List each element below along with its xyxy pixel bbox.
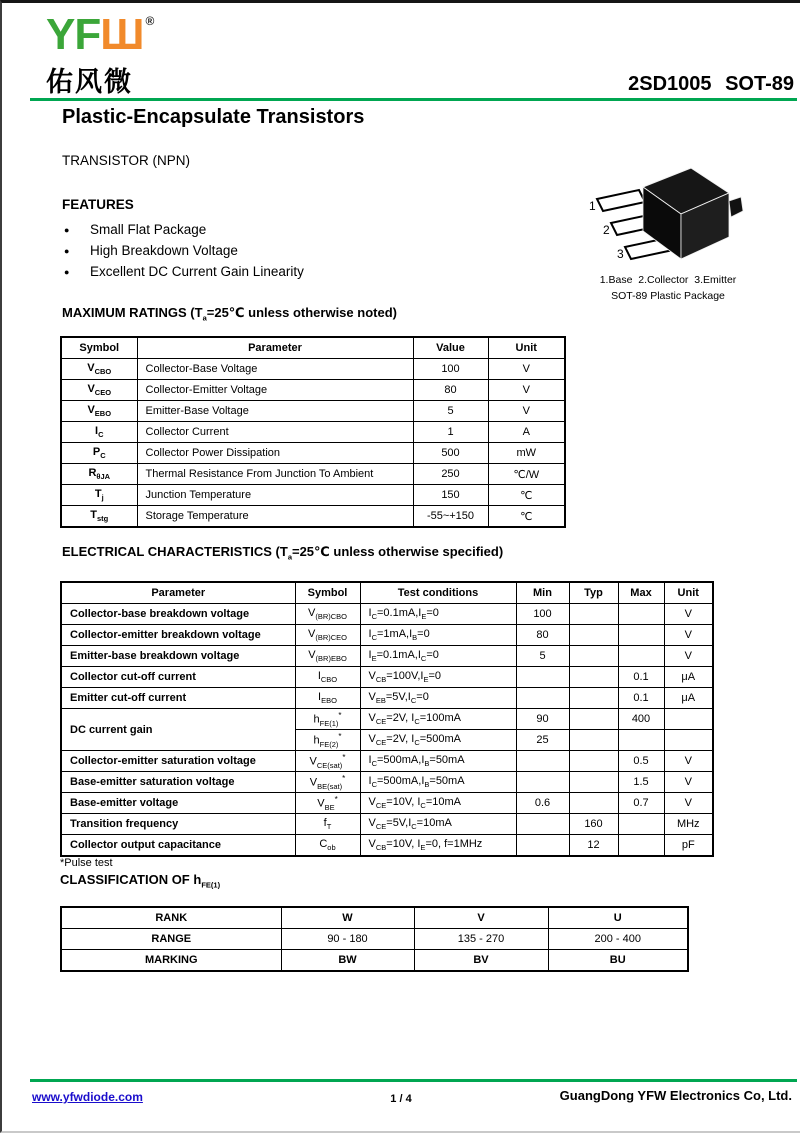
bullet-icon: ●	[64, 245, 70, 256]
cell-symbol: $I_{EBO}$	[295, 688, 360, 709]
cell-unit	[664, 709, 713, 730]
list-item	[64, 219, 304, 240]
package-code-text: SOT-89	[725, 73, 794, 95]
cell-min: 100	[516, 604, 569, 625]
cell-typ	[569, 688, 618, 709]
cell-value: 500	[413, 443, 488, 464]
table-row	[61, 814, 713, 835]
cell-symbol: $C_{ob}$	[295, 835, 360, 857]
cell-typ	[569, 604, 618, 625]
cell-value: 80	[413, 380, 488, 401]
cell-conditions: $I_C=500mA,I_B=50mA$	[360, 751, 516, 772]
cell-max	[618, 814, 664, 835]
package-name-caption: SOT-89 Plastic Package	[611, 290, 725, 303]
table-row	[61, 401, 565, 422]
cell-parameter: Storage Temperature	[137, 506, 413, 528]
cell-parameter: Collector-Emitter Voltage	[137, 380, 413, 401]
column-header: Symbol	[295, 582, 360, 604]
cell-min	[516, 751, 569, 772]
cell-label: RANGE	[61, 929, 281, 950]
cell-unit: V	[664, 646, 713, 667]
table-header-row	[61, 582, 713, 604]
cell-min: 5	[516, 646, 569, 667]
table-row	[61, 751, 713, 772]
cell-symbol: $h_{FE(1)}^*$	[295, 709, 360, 730]
column-header: Parameter	[61, 582, 295, 604]
cell-symbol: $I_{CBO}$	[295, 667, 360, 688]
cell-conditions: $V_{CE}=2V$, $I_C=100mA$	[360, 709, 516, 730]
cell-conditions: $I_C=1mA,I_B=0$	[360, 625, 516, 646]
cell-conditions: $V_{CE}=10V$, $I_C=10mA$	[360, 793, 516, 814]
cell-max	[618, 625, 664, 646]
cell-label: RANK	[61, 907, 281, 929]
cell-unit: mW	[488, 443, 565, 464]
logo-text-green: YF	[46, 10, 101, 59]
cell-parameter: Transition frequency	[61, 814, 295, 835]
cell-range: 200 - 400	[548, 929, 688, 950]
table-row	[61, 667, 713, 688]
cell-typ	[569, 625, 618, 646]
cell-unit: V	[488, 401, 565, 422]
bullet-icon: ●	[64, 266, 70, 277]
cell-min: 0.6	[516, 793, 569, 814]
cell-conditions: $V_{CE}=5V,I_C=10mA$	[360, 814, 516, 835]
classification-heading: CLASSIFICATION OF $h_{FE(1)}$	[60, 872, 221, 890]
cell-min: 80	[516, 625, 569, 646]
cell-symbol: $V_{CE(sat)}^*$	[295, 751, 360, 772]
cell-conditions: $V_{CB}=100V,I_E=0$	[360, 667, 516, 688]
cell-max: 400	[618, 709, 664, 730]
column-header: Min	[516, 582, 569, 604]
cell-conditions: $V_{EB}=5V,I_C=0$	[360, 688, 516, 709]
cell-parameter: Base-emitter voltage	[61, 793, 295, 814]
cell-unit: V	[488, 380, 565, 401]
cell-typ	[569, 793, 618, 814]
cell-symbol: $V_{CEO}$	[61, 380, 137, 401]
page-number: 1 / 4	[390, 1093, 412, 1105]
registered-trademark-icon: ®	[145, 14, 155, 28]
cell-min	[516, 814, 569, 835]
table-row	[61, 443, 565, 464]
column-header: Symbol	[61, 337, 137, 359]
cell-typ	[569, 667, 618, 688]
list-item	[64, 240, 304, 261]
transistor-type-label: TRANSISTOR (NPN)	[62, 153, 191, 168]
electrical-heading: ELECTRICAL CHARACTERISTICS ($T_a=25℃$ unless otherwise specified)	[62, 544, 504, 562]
cell-max: 0.5	[618, 751, 664, 772]
column-header: Unit	[664, 582, 713, 604]
cell-min	[516, 667, 569, 688]
table-row	[61, 380, 565, 401]
footer-divider	[30, 1079, 797, 1082]
table-row	[61, 625, 713, 646]
logo-text-orange: Ш	[100, 10, 144, 59]
cell-min	[516, 772, 569, 793]
cell-rank: W	[281, 907, 414, 929]
part-number-text: 2SD1005	[628, 73, 712, 95]
table-row	[61, 485, 565, 506]
table-row	[61, 835, 713, 857]
cell-parameter: Collector-Base Voltage	[137, 359, 413, 380]
cell-max: 0.7	[618, 793, 664, 814]
cell-symbol: $V_{BE}^*$	[295, 793, 360, 814]
cell-conditions: $I_E=0.1mA,I_C=0$	[360, 646, 516, 667]
table-row	[61, 907, 688, 929]
cell-unit: V	[488, 359, 565, 380]
column-header: Max	[618, 582, 664, 604]
cell-value: 1	[413, 422, 488, 443]
cell-typ	[569, 730, 618, 751]
features-heading: FEATURES	[62, 197, 134, 212]
column-header: Parameter	[137, 337, 413, 359]
cell-rank: U	[548, 907, 688, 929]
cell-marking: BW	[281, 950, 414, 972]
cell-unit: ℃	[488, 506, 565, 528]
company-logo	[46, 10, 155, 59]
cell-parameter: Base-emitter saturation voltage	[61, 772, 295, 793]
cell-symbol: $V_{CBO}$	[61, 359, 137, 380]
cell-symbol: $V_{(BR)CBO}$	[295, 604, 360, 625]
cell-min	[516, 835, 569, 857]
feature-text: Small Flat Package	[90, 222, 207, 237]
cell-unit	[664, 730, 713, 751]
cell-unit: ℃	[488, 485, 565, 506]
pin-label-2: 2	[603, 223, 610, 237]
cell-symbol: $f_T$	[295, 814, 360, 835]
feature-text: Excellent DC Current Gain Linearity	[90, 264, 304, 279]
cell-symbol: $P_C$	[61, 443, 137, 464]
cell-parameter: Collector cut-off current	[61, 667, 295, 688]
cell-max: 0.1	[618, 667, 664, 688]
cell-parameter: DC current gain	[61, 709, 295, 751]
cell-symbol: $V_{(BR)EBO}$	[295, 646, 360, 667]
cell-parameter: Emitter-Base Voltage	[137, 401, 413, 422]
cell-typ	[569, 709, 618, 730]
cell-parameter: Emitter cut-off current	[61, 688, 295, 709]
table-row	[61, 950, 688, 972]
cell-unit: V	[664, 793, 713, 814]
cell-range: 135 - 270	[414, 929, 548, 950]
company-name: GuangDong YFW Electronics Co, Ltd.	[559, 1088, 792, 1103]
cell-min: 90	[516, 709, 569, 730]
cell-min: 25	[516, 730, 569, 751]
table-row	[61, 646, 713, 667]
cell-symbol: $R_{\theta JA}$	[61, 464, 137, 485]
cell-parameter: Junction Temperature	[137, 485, 413, 506]
cell-value: 100	[413, 359, 488, 380]
table-row	[61, 688, 713, 709]
cell-max: 0.1	[618, 688, 664, 709]
cell-label: MARKING	[61, 950, 281, 972]
cell-typ: 12	[569, 835, 618, 857]
cell-unit: μA	[664, 667, 713, 688]
sot89-package-drawing	[587, 159, 749, 267]
cell-unit: pF	[664, 835, 713, 857]
cell-symbol: $T_{stg}$	[61, 506, 137, 528]
cell-typ: 160	[569, 814, 618, 835]
cell-parameter: Collector Current	[137, 422, 413, 443]
collector-tab	[729, 197, 743, 217]
header-divider	[30, 98, 797, 101]
features-list	[64, 219, 304, 282]
cell-parameter: Collector-emitter saturation voltage	[61, 751, 295, 772]
cell-value: 5	[413, 401, 488, 422]
table-row	[61, 604, 713, 625]
cell-unit: V	[664, 751, 713, 772]
part-number	[628, 73, 794, 96]
cell-parameter: Collector-base breakdown voltage	[61, 604, 295, 625]
page-title: Plastic-Encapsulate Transistors	[62, 106, 365, 128]
cell-max	[618, 835, 664, 857]
feature-text: High Breakdown Voltage	[90, 243, 238, 258]
cell-parameter: Collector Power Dissipation	[137, 443, 413, 464]
cell-parameter: Collector-emitter breakdown voltage	[61, 625, 295, 646]
cell-symbol: $h_{FE(2)}^*$	[295, 730, 360, 751]
cell-typ	[569, 772, 618, 793]
classification-table	[60, 906, 689, 972]
table-row	[61, 506, 565, 528]
cell-unit: μA	[664, 688, 713, 709]
max-ratings-table	[60, 336, 566, 528]
column-header: Value	[413, 337, 488, 359]
pulse-test-footnote: *Pulse test	[60, 857, 113, 869]
cell-value: -55~+150	[413, 506, 488, 528]
electrical-table	[60, 581, 714, 857]
cell-rank: V	[414, 907, 548, 929]
cell-unit: MHz	[664, 814, 713, 835]
table-row	[61, 359, 565, 380]
cell-marking: BV	[414, 950, 548, 972]
cell-parameter: Thermal Resistance From Junction To Ambient	[137, 464, 413, 485]
table-row	[61, 709, 713, 730]
pin-label-3: 3	[617, 247, 624, 261]
cell-conditions: $I_C=500mA,I_B=50mA$	[360, 772, 516, 793]
cell-max	[618, 646, 664, 667]
table-row	[61, 793, 713, 814]
cell-value: 250	[413, 464, 488, 485]
cell-max: 1.5	[618, 772, 664, 793]
cell-unit: V	[664, 772, 713, 793]
cell-parameter: Collector output capacitance	[61, 835, 295, 857]
website-link[interactable]: www.yfwdiode.com	[32, 1090, 143, 1104]
column-header: Unit	[488, 337, 565, 359]
cell-parameter: Emitter-base breakdown voltage	[61, 646, 295, 667]
cell-unit: A	[488, 422, 565, 443]
cell-symbol: $V_{EBO}$	[61, 401, 137, 422]
cell-marking: BU	[548, 950, 688, 972]
pin-assignment-caption: 1.Base 2.Collector 3.Emitter	[599, 274, 737, 286]
cell-typ	[569, 751, 618, 772]
pin-label-1: 1	[589, 199, 596, 213]
list-item	[64, 261, 304, 282]
table-row	[61, 464, 565, 485]
cell-value: 150	[413, 485, 488, 506]
table-row	[61, 772, 713, 793]
cell-symbol: $I_C$	[61, 422, 137, 443]
cell-unit: V	[664, 625, 713, 646]
cell-conditions: $I_C=0.1mA,I_E=0$	[360, 604, 516, 625]
max-ratings-heading: MAXIMUM RATINGS ($T_a=25℃$ unless otherwise noted)	[62, 305, 397, 323]
cell-conditions: $V_{CE}=2V$, $I_C=500mA$	[360, 730, 516, 751]
cell-symbol: $V_{(BR)CEO}$	[295, 625, 360, 646]
cell-typ	[569, 646, 618, 667]
cell-min	[516, 688, 569, 709]
cell-conditions: $V_{CB}=10V$, $I_E=0$, f=1MHz	[360, 835, 516, 857]
cell-max	[618, 730, 664, 751]
table-row	[61, 929, 688, 950]
bullet-icon: ●	[64, 224, 70, 235]
column-header: Test conditions	[360, 582, 516, 604]
cell-max	[618, 604, 664, 625]
column-header: Typ	[569, 582, 618, 604]
cell-unit: V	[664, 604, 713, 625]
table-row	[61, 422, 565, 443]
cell-symbol: $T_j$	[61, 485, 137, 506]
table-header-row	[61, 337, 565, 359]
cell-symbol: $V_{BE(sat)}^*$	[295, 772, 360, 793]
package-figure	[578, 159, 758, 305]
cell-unit: ℃/W	[488, 464, 565, 485]
cell-range: 90 - 180	[281, 929, 414, 950]
company-name-chinese: 佑风微	[46, 67, 133, 97]
lead-1	[597, 190, 645, 211]
